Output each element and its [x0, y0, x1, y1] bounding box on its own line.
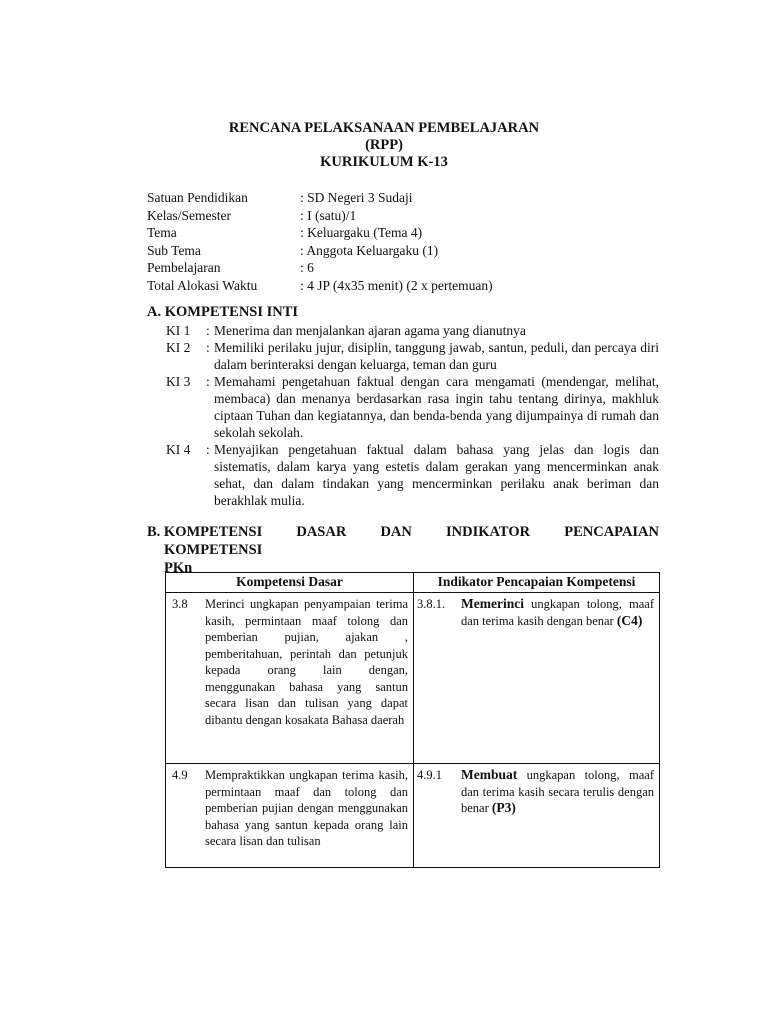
indicator-text: ungkapan tolong, maaf dan terima kasih dengan benar: [461, 597, 654, 628]
ki-separator: :: [206, 442, 210, 457]
identity-row: [147, 259, 667, 277]
identity-label: Tema: [147, 225, 177, 241]
ki-item: [166, 373, 659, 441]
identity-value: : I (satu)/1: [300, 207, 357, 223]
heading-word: PENCAPAIAN: [564, 524, 659, 540]
identity-label: Total Alokasi Waktu: [147, 277, 258, 293]
indicator-text: ungkapan tolong, maaf dan terima kasih secara terulis dengan benar: [461, 768, 655, 815]
ki-code: KI 1: [166, 323, 191, 338]
indicator-number: 3.8.1.: [417, 597, 446, 611]
identity-value: : Keluargaku (Tema 4): [300, 225, 423, 241]
identity-value: : 4 JP (4x35 menit) (2 x pertemuan): [300, 277, 493, 293]
identity-row: [147, 207, 667, 225]
identity-row: [147, 242, 667, 260]
indicator-verb: Memerinci: [461, 596, 524, 611]
ki-separator: :: [206, 374, 210, 389]
ki-text: Menyajikan pengetahuan faktual dalam bahasa yang jelas dan logis dan sistematis, dalam karya yang estetis dalam gerakan yang mencerminkan anak sehat, dan dalam tindakan yang mencerminkan perilaku anak beriman dan berakhlak mulia.: [214, 442, 659, 508]
header-indikator: Indikator Pencapaian Kompetensi: [414, 573, 660, 593]
heading-word: DAN: [380, 524, 412, 540]
ki-code: KI 3: [166, 374, 191, 389]
identity-label: Kelas/Semester: [147, 207, 231, 223]
indicator-verb: Membuat: [461, 767, 518, 782]
ki-item: [166, 322, 659, 339]
identity-value: : 6: [300, 260, 314, 276]
ki-list: [166, 322, 659, 509]
ki-separator: :: [206, 323, 210, 338]
heading-word: DASAR: [296, 524, 347, 540]
identity-block: [147, 189, 667, 295]
table-row: [166, 593, 660, 764]
title-line-2: (RPP): [365, 137, 403, 153]
table-row: [166, 764, 660, 868]
identity-label: Satuan Pendidikan: [147, 190, 248, 205]
subject-label: PKn: [164, 560, 193, 576]
ki-item: [166, 441, 659, 509]
indicator-level: (P3): [491, 800, 516, 815]
table-header-row: [166, 573, 660, 593]
kd-text: Merinci ungkapan penyampaian terima kasih, permintaan maaf tolong dan pemberian pujian, ajakan , pemberitahuan, perintah dan petunjuk kepada orang lain dengan, menggunakan bahasa yang santun secara lisan dan tulisan yang dapat dibantu dengan kosakata Bahasa daerah: [205, 597, 408, 727]
section-a-heading: A. KOMPETENSI INTI: [147, 304, 299, 320]
document-title: [0, 120, 768, 171]
title-line-1: RENCANA PELAKSANAAN PEMBELAJARAN: [228, 120, 540, 136]
ki-item: [166, 339, 659, 373]
heading-word: B. KOMPETENSI: [147, 524, 263, 540]
heading-word: INDIKATOR: [446, 524, 531, 540]
header-kompetensi-dasar: Kompetensi Dasar: [166, 573, 414, 593]
competency-table: [165, 572, 660, 868]
title-line-3: KURIKULUM K-13: [320, 154, 448, 170]
identity-value: : Anggota Keluargaku (1): [300, 242, 439, 258]
ki-text: Menerima dan menjalankan ajaran agama yang dianutnya: [214, 323, 526, 338]
ki-separator: :: [206, 340, 210, 355]
section-kompetensi-dasar: [147, 523, 659, 577]
kd-cell: [166, 764, 414, 868]
ki-code: KI 4: [166, 442, 191, 457]
identity-row: [147, 189, 667, 207]
identity-row: [147, 277, 667, 295]
kd-text: Mempraktikkan ungkapan terima kasih, permintaan maaf dan tolong dan pemberian pujian dengan menggunakan bahasa yang santun kepada orang lain secara lisan dan tulisan: [205, 768, 408, 848]
indicator-number: 4.9.1: [417, 768, 442, 782]
section-b-heading: [147, 523, 659, 541]
kd-number: 3.8: [172, 597, 188, 611]
identity-value: : SD Negeri 3 Sudaji: [300, 190, 413, 205]
identity-label: Pembelajaran: [147, 260, 221, 276]
indicator-level: (C4): [616, 612, 643, 628]
indicator-cell: [414, 593, 660, 764]
section-b-heading-line2: KOMPETENSI: [164, 542, 263, 558]
ki-code: KI 2: [166, 340, 191, 355]
kd-cell: [166, 593, 414, 764]
identity-row: [147, 224, 667, 242]
indicator-cell: [414, 764, 660, 868]
ki-text: Memiliki perilaku jujur, disiplin, tanggung jawab, santun, peduli, dan percaya diri dalam berinteraksi dengan keluarga, teman dan guru: [214, 340, 659, 372]
ki-text: Memahami pengetahuan faktual dengan cara mengamati (mendengar, melihat, membaca) dan menanya berdasarkan rasa ingin tahu tentang dirinya, makhluk ciptaan Tuhan dan kegiatannya, dan benda-benda yang dijumpainya di rumah dan sekolah sekolah.: [214, 374, 659, 440]
identity-label: Sub Tema: [147, 242, 201, 258]
section-kompetensi-inti: [147, 304, 659, 509]
kd-number: 4.9: [172, 768, 188, 782]
